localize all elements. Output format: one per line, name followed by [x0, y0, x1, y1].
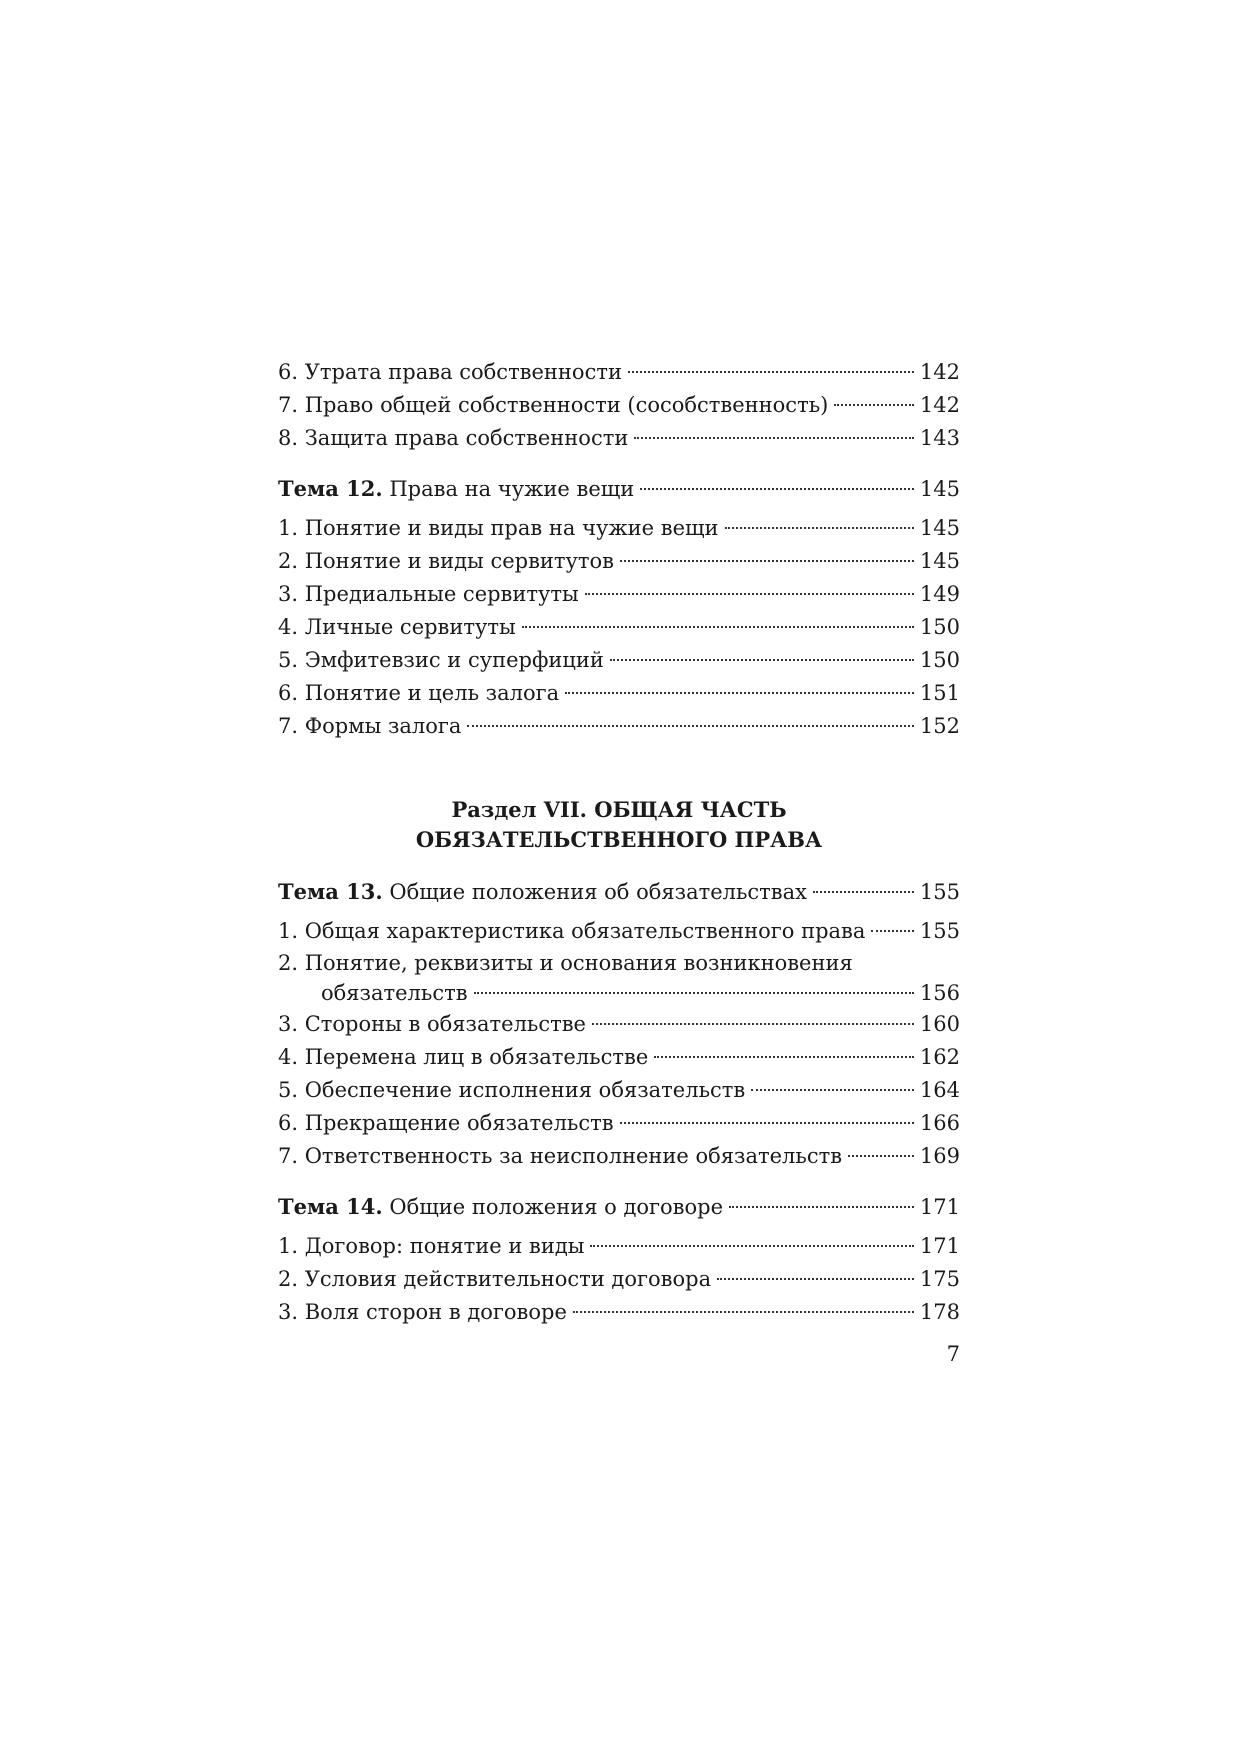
toc-entry[interactable]: 7. Право общей собственности (сособственность) 142: [278, 393, 960, 417]
dot-leader: [634, 437, 914, 439]
dot-leader: [654, 1056, 914, 1058]
toc-entry[interactable]: 5. Обеспечение исполнения обязательств 164: [278, 1078, 960, 1102]
dot-leader: [628, 371, 914, 373]
toc-entry[interactable]: 2. Условия действительности договора 175: [278, 1267, 960, 1291]
dot-leader: [610, 659, 914, 661]
toc-topic-13[interactable]: Тема 13. Общие положения об обязательствах 155: [278, 879, 960, 904]
toc-entry[interactable]: 4. Личные сервитуты 150: [278, 615, 960, 639]
topic-title: Общие положения о договоре: [382, 1195, 724, 1219]
topic-number: Тема 14.: [278, 1194, 383, 1219]
toc-entry[interactable]: 7. Ответственность за неисполнение обязательств 169: [278, 1144, 960, 1168]
toc-entry[interactable]: 2. Понятие и виды сервитутов 145: [278, 549, 960, 573]
toc-entry[interactable]: 3. Стороны в обязательстве 160: [278, 1012, 960, 1036]
toc-entry[interactable]: 6. Утрата права собственности 142: [278, 360, 960, 384]
topic-title: Общие положения об обязательствах: [382, 880, 807, 904]
dot-leader: [848, 1155, 914, 1157]
toc-entry[interactable]: 8. Защита права собственности 143: [278, 426, 960, 450]
dot-leader: [620, 560, 914, 562]
dot-leader: [467, 725, 913, 727]
dot-leader: [834, 404, 914, 406]
dot-leader: [729, 1206, 914, 1208]
toc-entry[interactable]: 1. Договор: понятие и виды 171: [278, 1234, 960, 1258]
toc-entry[interactable]: 7. Формы залога 152: [278, 714, 960, 738]
toc-page: [278, 356, 960, 1369]
topic-number: Тема 13.: [278, 879, 383, 904]
toc-entry[interactable]: 6. Прекращение обязательств 166: [278, 1111, 960, 1135]
topic-number: Тема 12.: [278, 476, 383, 501]
page-number: 7: [946, 1342, 960, 1366]
toc-entry[interactable]: 5. Эмфитевзис и суперфиций 150: [278, 648, 960, 672]
toc-entry[interactable]: 1. Общая характеристика обязательственного права 155: [278, 919, 960, 943]
toc-entry[interactable]: 4. Перемена лиц в обязательстве 162: [278, 1045, 960, 1069]
toc-entry[interactable]: 6. Понятие и цель залога 151: [278, 681, 960, 705]
dot-leader: [565, 692, 914, 694]
toc-entry[interactable]: 1. Понятие и виды прав на чужие вещи 145: [278, 516, 960, 540]
section-heading-line1: Раздел VII. ОБЩАЯ ЧАСТЬ: [451, 797, 787, 822]
dot-leader: [717, 1278, 914, 1280]
dot-leader: [725, 527, 914, 529]
toc-entry[interactable]: 3. Воля сторон в договоре 178: [278, 1300, 960, 1324]
section-heading-line2: ОБЯЗАТЕЛЬСТВЕННОГО ПРАВА: [415, 827, 823, 852]
dot-leader: [620, 1122, 914, 1124]
toc-entry[interactable]: 3. Предиальные сервитуты 149: [278, 582, 960, 606]
dot-leader: [813, 891, 914, 893]
toc-topic-12[interactable]: Тема 12. Права на чужие вещи 145: [278, 476, 960, 501]
dot-leader: [573, 1311, 914, 1313]
section-heading: [278, 795, 960, 855]
topic-title: Права на чужие вещи: [382, 477, 635, 501]
dot-leader: [474, 992, 914, 994]
dot-leader: [871, 930, 914, 932]
toc-topic-14[interactable]: Тема 14. Общие положения о договоре 171: [278, 1194, 960, 1219]
dot-leader: [592, 1023, 914, 1025]
dot-leader: [522, 626, 914, 628]
dot-leader: [640, 488, 914, 490]
toc-entry-multiline[interactable]: 2. Понятие, реквизиты и основания возникновения обязательств 156: [278, 951, 960, 1005]
dot-leader: [751, 1089, 914, 1091]
dot-leader: [585, 593, 914, 595]
dot-leader: [590, 1245, 913, 1247]
